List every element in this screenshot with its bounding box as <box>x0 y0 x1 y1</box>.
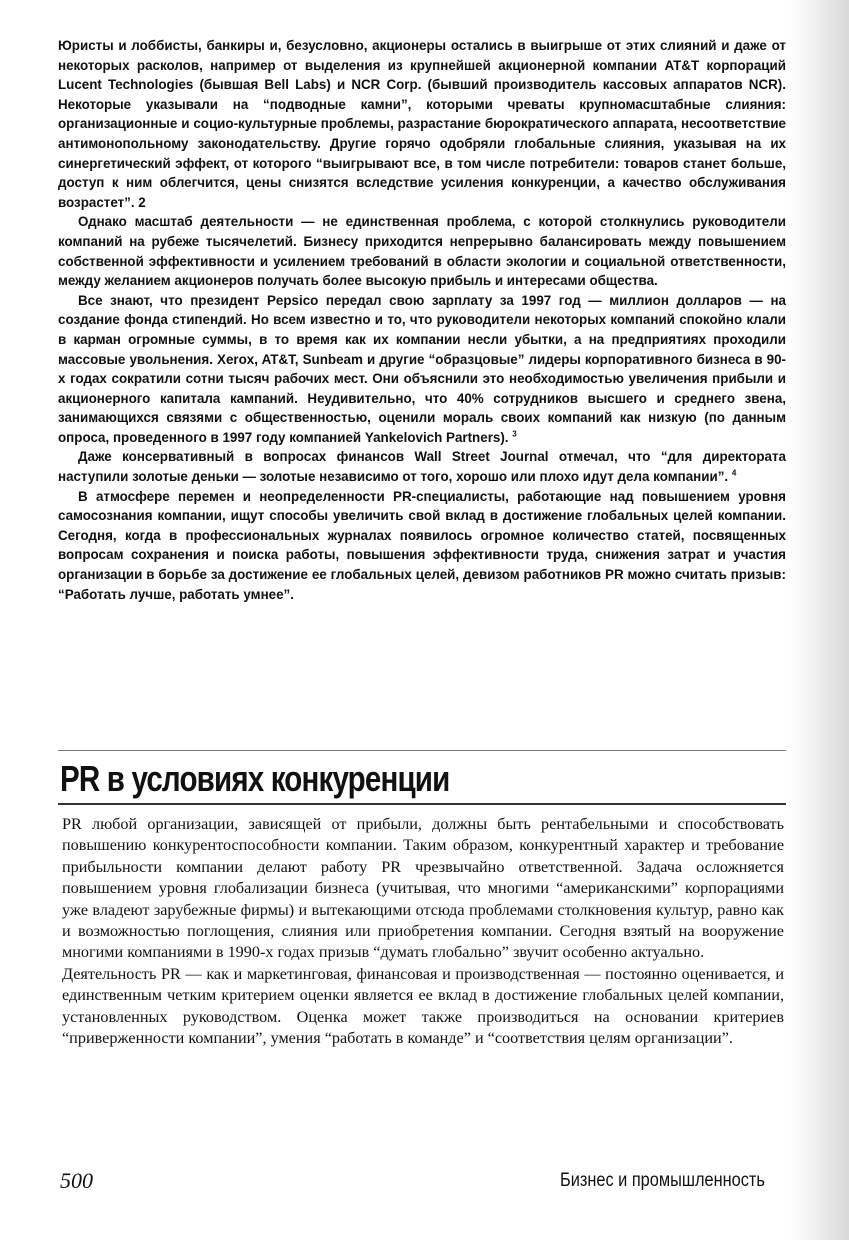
section-text-block <box>62 814 784 1049</box>
paragraph-wsj-text: Даже консервативный в вопросах финансов Wall Street Journal отмечал, что “для директората наступили золотые деньки — золотые независимо от того, хорошо или плохо идут дела компании”. <box>58 449 786 485</box>
heading-rule-top <box>58 750 786 751</box>
paragraph-pepsico-text: Все знают, что президент Pepsico передал свою зарплату за 1997 год — миллион долларов — на создание фонда стипендий. Но всем известно и то, что руководители некоторых компаний спокойно клали в карман огромные суммы, в то время как их компании несли убытки, а на предприятиях проходили массовые увольнения. Xerox, AT&T, Sunbeam и другие “образцовые” лидеры корпоративного бизнеса в 90-х годах сократили сотни тысяч рабочих мест. Они объяснили это необходимостью увеличения прибыли и акционерного капитала кампаний. Неудивительно, что 40% сотрудников высшего и среднего звена, занимающихся связями с общественностью, оценили мораль своих компаний как низкую (по данным опроса, проведенного в 1997 году компанией Yankelovich Partners). <box>58 292 786 445</box>
heading-rule-bottom <box>58 803 786 805</box>
section-heading: PR в условиях конкуренции <box>60 758 450 799</box>
page-number: 500 <box>60 1168 93 1193</box>
paragraph-pepsico <box>58 291 786 448</box>
section-paragraph: PR любой организации, зависящей от прибыли, должны быть рентабельными и способствовать повышению конкурентоспособности компании. Таким образом, конкурентный характер и требование прибыльности компании делают работу PR чрезвычайно ответственной. Задача осложняется повышением уровня глобализации бизнеса (учитывая, что многими “американскими” корпорациями уже владеют зарубежные фирмы) и вытекающими отсюда проблемами столкновения культур, равно как и возможностью поглощения, слияния или приобретения компании. Сегодня взятый на вооружение многими компаниями в 1990-х годах призыв “думать глобально” звучит особенно актуально. <box>62 815 784 962</box>
paragraph-wsj <box>58 447 786 486</box>
paragraph-scale: Однако масштаб деятельности — не единственная проблема, с которой столкнулись руководители компаний на рубеже тысячелетий. Бизнесу приходится непрерывно балансировать между повышением собственной эффективности и усилением требований в области экологии и социальной ответственности, между желанием акционеров получать более высокую прибыль и интересами общества. <box>58 214 786 289</box>
page-footer <box>0 1168 849 1198</box>
paragraph-pr-motto: В атмосфере перемен и неопределенности PR-специалисты, работающие над повышением уровня самосознания компании, ищут способы увеличить свой вклад в достижение глобальных целей компании. Сегодня, когда в профессиональных журналах появилось огромное количество статей, посвященных вопросам сохранения и поиска работы, повышения эффективности труда, снижения затрат и участия организации в борьбе за достижение ее глобальных целей, девизом работников PR можно считать призыв: “Работать лучше, работать умнее”. <box>58 488 786 602</box>
running-footer-title: Бизнес и промышленность <box>560 1170 765 1191</box>
section-paragraph: Деятельность PR — как и маркетинговая, финансовая и производственная — постоянно оценивается, и единственным четким критерием оценки является ее вклад в достижение глобальных целей компании, установленных руководством. Оценка может также производиться на основании критериев “приверженности компании”, умения “работать в команде” и “соответствия целям организации”. <box>62 964 784 1048</box>
paragraph-mergers: Юристы и лоббисты, банкиры и, безусловно, акционеры остались в выигрыше от этих слияний и даже от некоторых расколов, например от выделения из крупнейшей акционерной компании AT&T корпораций Lucent Technologies (бывшая Bell Labs) и NCR Corp. (бывший производитель кассовых аппаратов NCR). Некоторые указывали на “подводные камни”, которыми чреваты крупномасштабные слияния: организационные и социо-культурные проблемы, разрастание бюрократического аппарата, несоответствие антимонопольному законодательству. Другие горячо одобряли глобальные слияния, указывая на их синергетический эффект, от которого “выигрывают все, в том числе потребители: товаров станет больше, доступ к ним облегчится, цены снизятся вследствие усиления конкуренции, а качество обслуживания возрастет”. 2 <box>58 38 786 210</box>
footnote-mark-4: 4 <box>731 468 737 478</box>
footnote-mark-3: 3 <box>512 429 517 439</box>
intro-text-block <box>58 36 786 604</box>
